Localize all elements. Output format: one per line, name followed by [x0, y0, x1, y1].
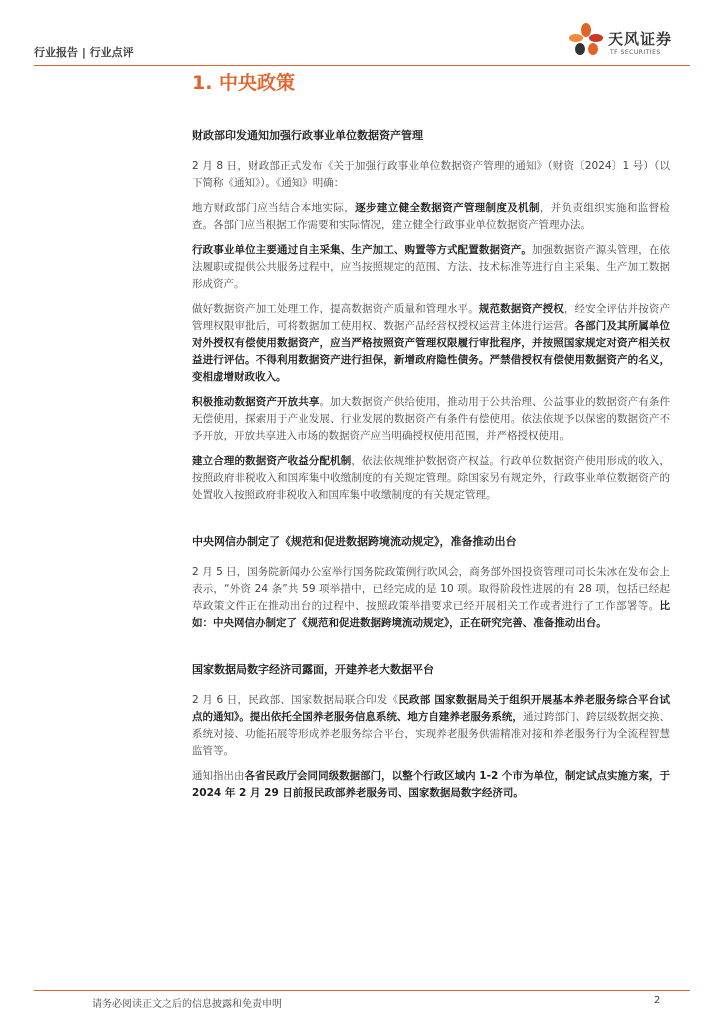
emphasis-text: 规范数据资产授权 [478, 303, 564, 315]
body-text: ，并负责组织实施和监督检查。各部门应当根据工作需要和实际情况，建立健全行政事业单位数据资产管理办法。 [192, 202, 671, 231]
emphasis-text: 建立合理的数据资产收益分配机制 [192, 455, 352, 467]
body-paragraph [192, 242, 670, 293]
body-paragraph [192, 564, 670, 632]
body-paragraph [192, 301, 670, 386]
emphasis-text: 各部门及其所属单位对外授权有偿使用数据资产，应当严格按照资产管理权限履行审批程序，并按照国家规定对资产相关权益进行评估。不得利用数据资产进行担保，新增政府隐性债务。严禁借授权有偿使用数据资产的名义，变相虚增财政收入。 [192, 320, 670, 383]
body-paragraph [192, 158, 670, 192]
body-paragraph [192, 453, 670, 504]
body-text: 做好数据资产加工处理工作，提高数据资产质量和管理水平。 [192, 303, 479, 315]
footer-divider [34, 990, 690, 991]
body-text: 加强数据资产源头管理，在依法履职或提供公共服务过程中，应当按照规定的范围、方法、技术标准等进行自主采集、生产加工数据形成资产。 [192, 244, 670, 290]
body-paragraph [192, 768, 670, 802]
body-text: 2 月 6 日，民政部、国家数据局联合印发《 [192, 694, 399, 706]
logo-subtext: TF SECURITIES [610, 49, 661, 56]
article-body [192, 128, 670, 810]
article-section [192, 534, 670, 632]
body-paragraph [192, 394, 670, 445]
emphasis-text: 比如：中央网信办制定了《规范和促进数据跨境流动规定》，正在研究完善、准备推动出台。 [192, 600, 670, 629]
logo-flower-icon [568, 22, 604, 60]
header-divider [34, 65, 690, 66]
emphasis-text: 民政部 国家数据局关于组织开展基本养老服务综合平台试点的通知》。提出依托全国养老服务信息系统、地方自建养老服务系统， [192, 694, 671, 723]
body-text: ，经安全评估并按资产管理权限审批后，可将数据加工使用权、数据产品经营权授权运营主体进行运营。 [192, 303, 670, 332]
subsection-heading: 中央网信办制定了《规范和促进数据跨境流动规定》，准备推动出台 [192, 535, 517, 548]
subsection-heading: 财政部印发通知加强行政事业单位数据资产管理 [192, 129, 423, 142]
company-logo [568, 22, 698, 62]
page-number: 2 [654, 995, 661, 1006]
disclaimer-text: 请务必阅读正文之后的信息披露和免责申明 [92, 999, 282, 1010]
body-paragraph [192, 692, 670, 760]
body-text: 2 月 5 日，国务院新闻办公室举行国务院政策例行吹风会，商务部外国投资管理司司长朱冰在发布会上表示，“外资 24 条”共 59 项举措中，已经完成的是 10 项。取得阶段性进展的有 28 项，包括已经起草政策文件正在推动出台的过程中、按照政策举措要求已经开展相关工作或者进行了工作部署等。 [192, 566, 670, 612]
body-text: ，依法依规维护数据资产权益。行政单位数据资产使用形成的收入，按照政府非税收入和国库集中收缴制度的有关规定管理。除国家另有规定外，行政事业单位数据资产的处置收入按照政府非税收入和国库集中收缴制度的有关规定管理。 [192, 455, 670, 501]
body-text: 地方财政部门应当结合本地实际， [192, 202, 356, 214]
body-text: 2 月 8 日，财政部正式发布《关于加强行政事业单位数据资产管理的通知》（财资〔2024〕1 号）（以下简称《通知》）。《通知》明确： [192, 160, 670, 189]
body-paragraph [192, 200, 670, 234]
emphasis-text: 行政事业单位主要通过自主采集、生产加工、购置等方式配置数据资产。 [192, 244, 532, 256]
emphasis-text: 各省民政厅会同同级数据部门，以整个行政区域内 1-2 个市为单位，制定试点实施方案，于 2024 年 2 月 29 日前报民政部养老服务司、国家数据局数字经济司。 [192, 770, 671, 799]
body-text: 通过跨部门、跨层级数据交换、系统对接、功能拓展等形成养老服务综合平台，实现养老服务供需精准对接和养老服务行为全流程智慧监管等。 [192, 711, 671, 757]
article-section [192, 662, 670, 802]
emphasis-text: 积极推动数据资产开放共享 [192, 396, 320, 408]
section-title: 1. 中央政策 [192, 72, 296, 94]
body-text: 通知指出由 [192, 770, 245, 782]
logo-text: 天风证券 [608, 30, 673, 48]
report-category: 行业报告 | 行业点评 [34, 46, 134, 59]
body-text: 。加大数据资产供给使用，推动用于公共治理、公益事业的数据资产有条件无偿使用，探索用于产业发展、行业发展的数据资产有条件有偿使用。依法依规予以保密的数据资产不予开放，开放共享进入市场的数据资产应当明确授权使用范围，并严格授权使用。 [192, 396, 670, 442]
subsection-heading: 国家数据局数字经济司露面，开建养老大数据平台 [192, 663, 434, 676]
emphasis-text: 逐步建立健全数据资产管理制度及机制 [355, 202, 540, 214]
article-section [192, 128, 670, 504]
